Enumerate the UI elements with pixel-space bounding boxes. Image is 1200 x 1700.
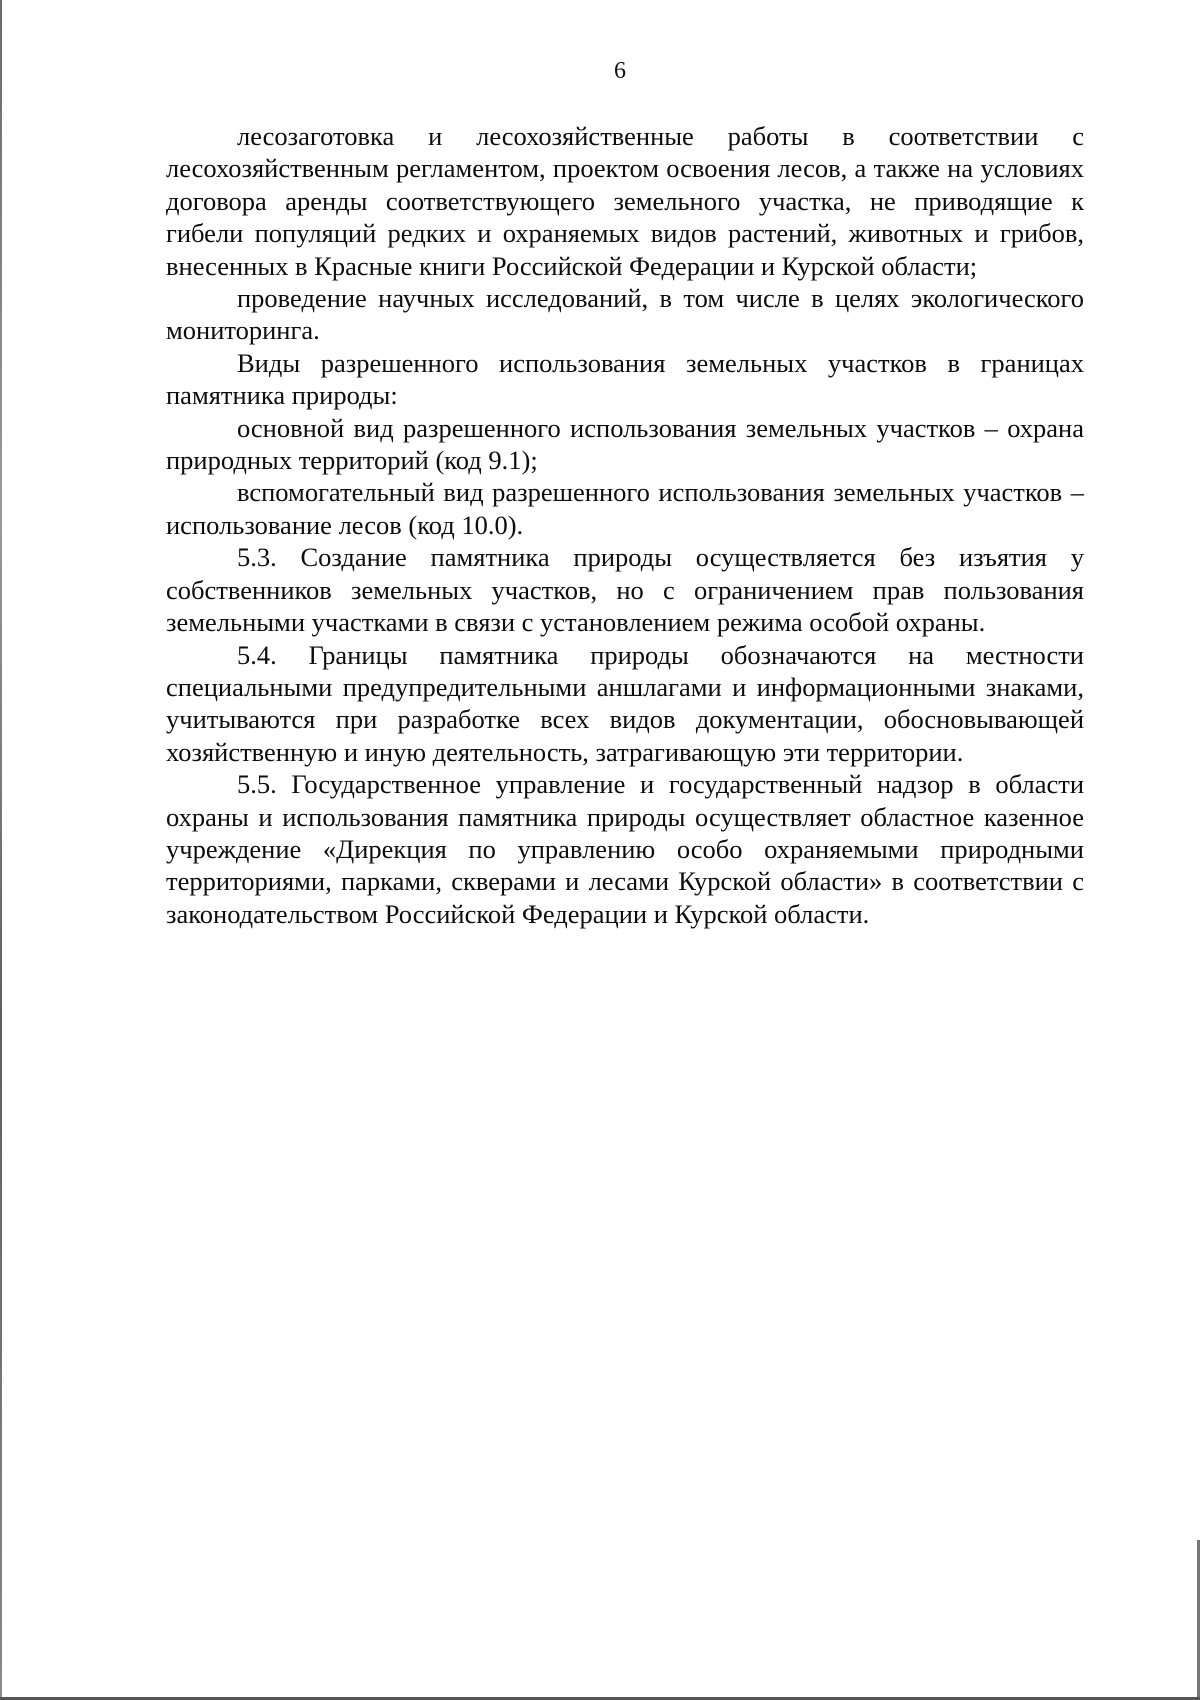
paragraph-logging: лесозаготовка и лесохозяйственные работы в соответствии с лесохозяйственным регламентом, проектом освоения лесов, а также на условиях договора аренды соответствующего земельного участка, не приводящие к гибели популяций редких и охраняемых видов растений, животных и грибов, внесенных в Красные книги Российской Федерации и Курской области; [166, 121, 1084, 281]
paragraph-main-use: основной вид разрешенного использования земельных участков – охрана природных территорий (код 9.1); [166, 412, 1084, 476]
paragraph-5-3: 5.3. Создание памятника природы осуществляется без изъятия у собственников земельных участков, но с ограничением прав пользования земельными участками в связи с установлением режима особой охраны. [166, 542, 1084, 638]
paragraph-auxiliary-use: вспомогательный вид разрешенного использования земельных участков – использование лесов (код 10.0). [166, 477, 1084, 540]
scan-edge-left [0, 0, 2, 1700]
paragraph-permitted-uses: Виды разрешенного использования земельных участков в границах памятника природы: [166, 347, 1084, 411]
document-body [166, 120, 1084, 930]
paragraph-research: проведение научных исследований, в том числе в целях экологического мониторинга. [166, 283, 1084, 346]
page-number: 6 [614, 58, 626, 84]
paragraph-5-4: 5.4. Границы памятника природы обозначаются на местности специальными предупредительными аншлагами и информационными знаками, учитываются при разработке всех видов документации, обосновывающей хозяйственную и иную деятельность, затрагивающую эти территории. [166, 639, 1084, 767]
paragraph-5-5: 5.5. Государственное управление и государственный надзор в области охраны и использования памятника природы осуществляет областное казенное учреждение «Дирекция по управлению особо охраняемыми природными территориями, парками, скверами и лесами Курской области» в соответствии с законодательством Российской Федерации и Курской области. [166, 769, 1084, 929]
